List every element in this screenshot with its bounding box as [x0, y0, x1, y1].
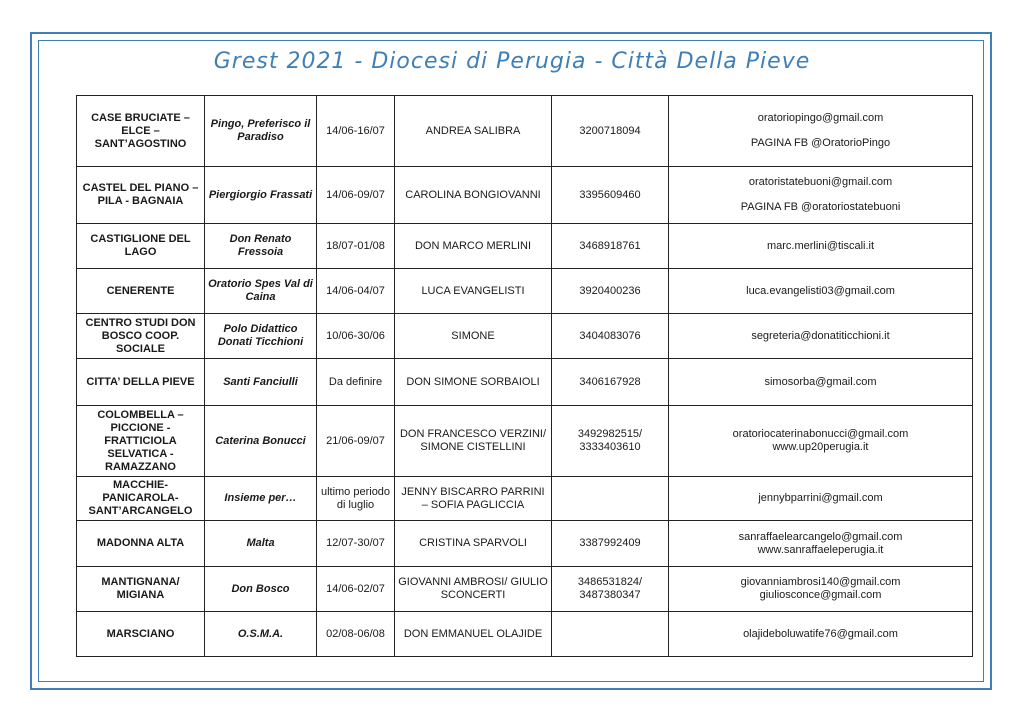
email-cell: [669, 612, 973, 657]
dates-cell: 02/08-06/08: [317, 612, 395, 657]
table-row: [77, 567, 973, 612]
email-cell: [669, 224, 973, 269]
email-cell: [669, 96, 973, 167]
phone-cell: 3200718094: [552, 96, 669, 167]
table-row: [77, 477, 973, 521]
page-title: Grest 2021 - Diocesi di Perugia - Città Della Pieve: [213, 49, 811, 74]
oratory-cell: Santi Fanciulli: [205, 359, 317, 406]
phone-cell: 3404083076: [552, 314, 669, 359]
phone-cell: 3492982515/ 3333403610: [552, 406, 669, 477]
phone-cell: 3387992409: [552, 521, 669, 567]
contact-cell: CAROLINA BONGIOVANNI: [395, 167, 552, 224]
email-cell: [669, 406, 973, 477]
oratory-cell: Insieme per…: [205, 477, 317, 521]
dates-cell: 14/06-02/07: [317, 567, 395, 612]
oratory-cell: Don Bosco: [205, 567, 317, 612]
email-text[interactable]: simosorba@gmail.com: [764, 375, 877, 388]
grest-table-body: [77, 96, 973, 657]
email-text[interactable]: jennybparrini@gmail.com: [758, 492, 883, 504]
phone-cell: 3468918761: [552, 224, 669, 269]
contact-cell: GIOVANNI AMBROSI/ GIULIO SCONCERTI: [395, 567, 552, 612]
oratory-cell: Piergiorgio Frassati: [205, 167, 317, 224]
contact-cell: SIMONE: [395, 314, 552, 359]
dates-cell: 14/06-04/07: [317, 269, 395, 314]
table-row: [77, 167, 973, 224]
email-text[interactable]: oratoriocaterinabonucci@gmail.com: [732, 428, 909, 440]
website-text[interactable]: www.sanraffaeleperugia.it: [757, 543, 884, 556]
oratory-cell: Oratorio Spes Val di Caina: [205, 269, 317, 314]
website-text[interactable]: www.up20perugia.it: [772, 441, 869, 453]
oratory-cell: Pingo, Preferisco il Paradiso: [205, 96, 317, 167]
email-text[interactable]: marc.merlini@tiscali.it: [766, 239, 875, 252]
phone-cell: [552, 612, 669, 657]
email-cell: [669, 314, 973, 359]
oratory-cell: Caterina Bonucci: [205, 406, 317, 477]
contact-cell: ANDREA SALIBRA: [395, 96, 552, 167]
email-cell: [669, 167, 973, 224]
contact-cell: JENNY BISCARRO PARRINI – SOFIA PAGLICCIA: [395, 477, 552, 521]
oratory-cell: Malta: [205, 521, 317, 567]
parish-cell: COLOMBELLA – PICCIONE - FRATTICIOLA SELVATICA - RAMAZZANO: [77, 406, 205, 477]
parish-cell: CASTEL DEL PIANO – PILA - BAGNAIA: [77, 167, 205, 224]
email-text[interactable]: oratoristatebuoni@gmail.com: [748, 176, 893, 188]
parish-cell: CENERENTE: [77, 269, 205, 314]
dates-cell: ultimo periodo di luglio: [317, 477, 395, 521]
contact-cell: LUCA EVANGELISTI: [395, 269, 552, 314]
parish-cell: MANTIGNANA/ MIGIANA: [77, 567, 205, 612]
contact-cell: DON SIMONE SORBAIOLI: [395, 359, 552, 406]
parish-cell: CITTA’ DELLA PIEVE: [77, 359, 205, 406]
contact-cell: CRISTINA SPARVOLI: [395, 521, 552, 567]
oratory-cell: O.S.M.A.: [205, 612, 317, 657]
oratory-cell: Polo Didattico Donati Ticchioni: [205, 314, 317, 359]
grest-table: [76, 95, 973, 657]
email-text[interactable]: giovanniambrosi140@gmail.com: [740, 576, 901, 588]
email-text[interactable]: oratoriopingo@gmail.com: [757, 112, 884, 124]
email-text[interactable]: luca.evangelisti03@gmail.com: [746, 284, 895, 297]
table-row: [77, 406, 973, 477]
dates-cell: Da definire: [317, 359, 395, 406]
email-cell: [669, 567, 973, 612]
table-row: [77, 521, 973, 567]
contact-cell: DON MARCO MERLINI: [395, 224, 552, 269]
contact-cell: DON EMMANUEL OLAJIDE: [395, 612, 552, 657]
phone-cell: 3395609460: [552, 167, 669, 224]
email-cell: [669, 269, 973, 314]
table-row: [77, 612, 973, 657]
dates-cell: 14/06-16/07: [317, 96, 395, 167]
table-row: [77, 96, 973, 167]
parish-cell: MARSCIANO: [77, 612, 205, 657]
table-row: [77, 224, 973, 269]
email-cell: [669, 521, 973, 567]
phone-cell: 3486531824/ 3487380347: [552, 567, 669, 612]
email-cell: [669, 359, 973, 406]
table-row: [77, 269, 973, 314]
parish-cell: CASE BRUCIATE – ELCE – SANT’AGOSTINO: [77, 96, 205, 167]
phone-cell: 3920400236: [552, 269, 669, 314]
table-row: [77, 359, 973, 406]
email-text[interactable]: olajideboluwatife76@gmail.com: [743, 627, 898, 640]
email-text-secondary[interactable]: giuliosconce@gmail.com: [759, 589, 882, 601]
dates-cell: 21/06-09/07: [317, 406, 395, 477]
email-text[interactable]: sanraffaelearcangelo@gmail.com: [738, 530, 903, 543]
dates-cell: 10/06-30/06: [317, 314, 395, 359]
parish-cell: CASTIGLIONE DEL LAGO: [77, 224, 205, 269]
email-cell: [669, 477, 973, 521]
contact-cell: DON FRANCESCO VERZINI/ SIMONE CISTELLINI: [395, 406, 552, 477]
phone-cell: [552, 477, 669, 521]
table-row: [77, 314, 973, 359]
extra-text: PAGINA FB @OratorioPingo: [750, 137, 891, 149]
parish-cell: CENTRO STUDI DON BOSCO COOP. SOCIALE: [77, 314, 205, 359]
oratory-cell: Don Renato Fressoia: [205, 224, 317, 269]
dates-cell: 18/07-01/08: [317, 224, 395, 269]
phone-cell: 3406167928: [552, 359, 669, 406]
dates-cell: 14/06-09/07: [317, 167, 395, 224]
parish-cell: MACCHIE-PANICAROLA-SANT’ARCANGELO: [77, 477, 205, 521]
parish-cell: MADONNA ALTA: [77, 521, 205, 567]
dates-cell: 12/07-30/07: [317, 521, 395, 567]
email-text[interactable]: segreteria@donatiticchioni.it: [751, 329, 890, 342]
extra-text: PAGINA FB @oratoriostatebuoni: [740, 201, 901, 213]
